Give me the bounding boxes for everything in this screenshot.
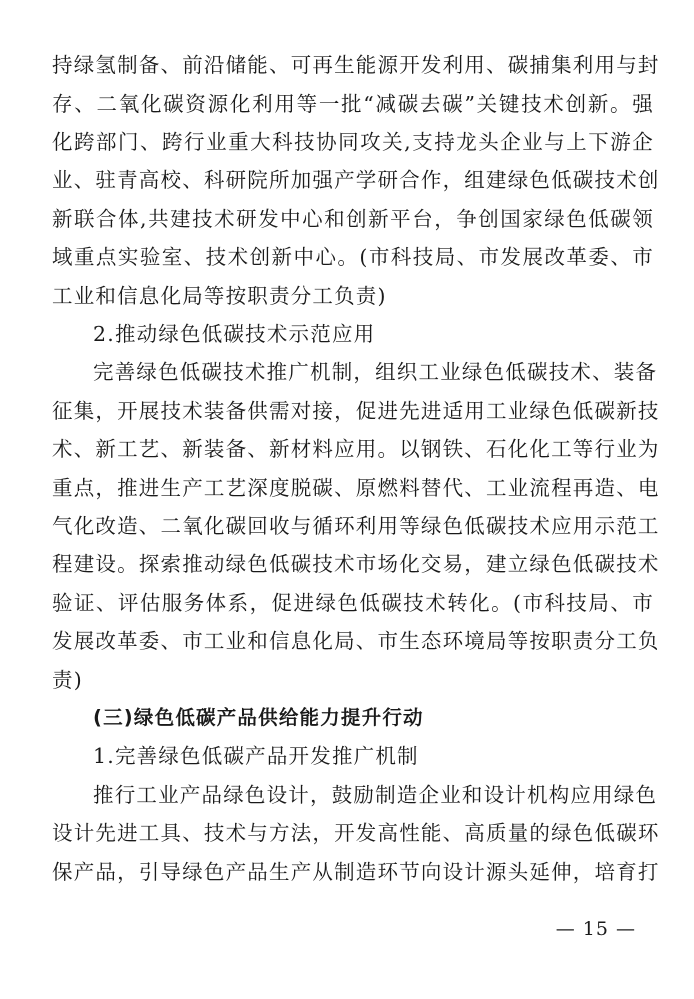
section-heading: 2.推动绿色低碳技术示范应用 (93, 322, 376, 346)
body-text-line: 气化改造、二氧化碳回收与循环利用等绿色低碳技术应用示范工 (52, 514, 660, 538)
body-text-line: 化跨部门、跨行业重大科技协同攻关,支持龙头企业与上下游企 (52, 130, 654, 154)
body-text-line: 业、驻青高校、科研院所加强产学研合作，组建绿色低碳技术创 (52, 168, 660, 192)
paragraph-first-line: 推行工业产品绿色设计，鼓励制造企业和设计机构应用绿色 (93, 783, 658, 807)
paragraph-first-line: 完善绿色低碳技术推广机制，组织工业绿色低碳技术、装备 (93, 360, 658, 384)
page-number: — 15 — (555, 918, 636, 940)
body-text-line: 重点，推进生产工艺深度脱碳、原燃料替代、工业流程再造、电 (52, 476, 660, 500)
body-text-line: 验证、评估服务体系，促进绿色低碳技术转化。(市科技局、市 (52, 591, 654, 615)
body-text-line: 术、新工艺、新装备、新材料应用。以钢铁、石化化工等行业为 (52, 437, 660, 461)
body-text-line: 程建设。探索推动绿色低碳技术市场化交易，建立绿色低碳技术 (52, 552, 660, 576)
body-text-line: 设计先进工具、技术与方法，开发高性能、高质量的绿色低碳环 (52, 821, 660, 845)
chapter-heading: (三)绿色低碳产品供给能力提升行动 (93, 706, 424, 729)
body-text-line: 征集，开展技术装备供需对接，促进先进适用工业绿色低碳新技 (52, 399, 660, 423)
body-text-line: 持绿氢制备、前沿储能、可再生能源开发利用、碳捕集利用与封 (52, 53, 660, 77)
body-text-line: 保产品，引导绿色产品生产从制造环节向设计源头延伸，培育打 (52, 860, 660, 884)
section-heading: 1.完善绿色低碳产品开发推广机制 (93, 744, 419, 768)
body-text-line: 新联合体,共建技术研发中心和创新平台，争创国家绿色低碳领 (52, 207, 654, 231)
body-text-line: 存、二氧化碳资源化利用等一批“减碳去碳”关键技术创新。强 (52, 92, 654, 116)
body-text-line: 域重点实验室、技术创新中心。(市科技局、市发展改革委、市 (52, 245, 654, 269)
body-text-line: 发展改革委、市工业和信息化局、市生态环境局等按职责分工负 (52, 629, 660, 653)
body-text-line: 工业和信息化局等按职责分工负责) (52, 284, 387, 308)
body-text-line: 责) (52, 668, 83, 692)
